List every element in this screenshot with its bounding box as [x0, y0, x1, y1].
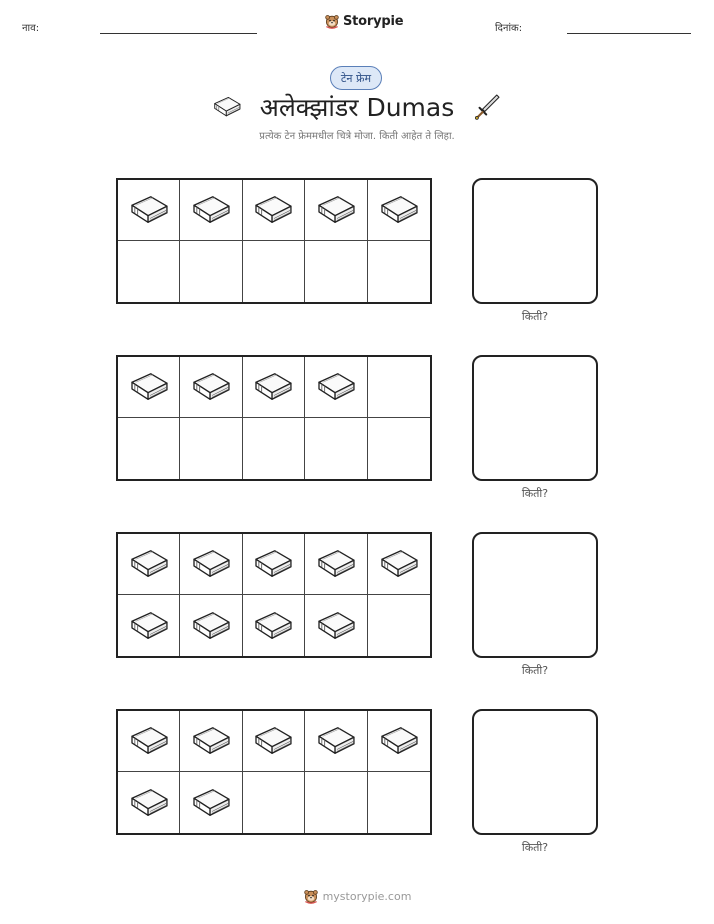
ten-frame-cell — [243, 241, 305, 302]
ten-frame-cell — [368, 595, 430, 656]
ten-frame-cell — [180, 772, 242, 833]
book-icon — [190, 724, 232, 758]
ten-frame-cell — [305, 711, 367, 772]
ten-frame-cell — [243, 772, 305, 833]
answer-label: किती? — [521, 310, 549, 323]
ten-frame-cell — [180, 534, 242, 595]
date-line[interactable] — [567, 33, 691, 34]
ten-frame-cell — [180, 418, 242, 479]
book-icon — [252, 193, 294, 227]
book-icon — [252, 547, 294, 581]
ten-frame-cell — [180, 180, 242, 241]
ten-frame-cell — [243, 595, 305, 656]
ten-frame-cell — [368, 357, 430, 418]
answer-label: किती? — [521, 664, 549, 677]
answer-label: किती? — [521, 487, 549, 500]
ten-frame-cell — [243, 418, 305, 479]
ten-frame-cell — [243, 711, 305, 772]
answer-box[interactable] — [472, 355, 598, 481]
ten-frame-cell — [368, 418, 430, 479]
ten-frame — [116, 178, 432, 304]
footer-site: mystorypie.com — [322, 889, 412, 903]
book-icon — [128, 786, 170, 820]
book-icon — [128, 370, 170, 404]
ten-frame-cell — [180, 241, 242, 302]
ten-frame-cell — [180, 595, 242, 656]
answer-box[interactable] — [472, 178, 598, 304]
page-title: अलेक्झांडर Dumas — [259, 93, 455, 122]
book-icon — [252, 609, 294, 643]
storypie-mascot-icon — [324, 13, 340, 29]
book-icon — [190, 609, 232, 643]
answer-label: किती? — [521, 841, 549, 854]
ten-frame-cell — [368, 534, 430, 595]
ten-frame-cell — [305, 595, 367, 656]
date-label: दिनांक: — [495, 23, 523, 34]
ten-frame-cell — [180, 357, 242, 418]
ten-frame-cell — [243, 357, 305, 418]
ten-frame-cell — [305, 772, 367, 833]
book-icon — [252, 724, 294, 758]
book-icon — [315, 609, 357, 643]
ten-frame-cell — [305, 241, 367, 302]
book-icon — [128, 609, 170, 643]
book-icon — [315, 547, 357, 581]
book-icon — [252, 370, 294, 404]
name-line[interactable] — [100, 33, 257, 34]
book-icon — [128, 547, 170, 581]
book-icon — [378, 724, 420, 758]
book-icon — [315, 370, 357, 404]
brand-logo — [324, 13, 403, 29]
book-icon — [128, 724, 170, 758]
ten-frame — [116, 355, 432, 481]
ten-frame-cell — [118, 595, 180, 656]
ten-frame-cell — [243, 180, 305, 241]
ten-frame-cell — [180, 711, 242, 772]
book-icon — [212, 94, 242, 120]
book-icon — [378, 547, 420, 581]
book-icon — [128, 193, 170, 227]
ten-frame-cell — [305, 418, 367, 479]
answer-box[interactable] — [472, 532, 598, 658]
book-icon — [190, 193, 232, 227]
name-label: नाव: — [22, 23, 40, 34]
ten-frame-cell — [118, 534, 180, 595]
ten-frame-cell — [118, 241, 180, 302]
ten-frame-cell — [118, 357, 180, 418]
book-icon — [378, 193, 420, 227]
ten-frame — [116, 532, 432, 658]
ten-frame-cell — [305, 534, 367, 595]
ten-frame-cell — [368, 772, 430, 833]
book-icon — [190, 370, 232, 404]
ten-frame-cell — [368, 180, 430, 241]
title-row — [0, 90, 714, 124]
ten-frame-cell — [368, 241, 430, 302]
ten-frame-cell — [305, 357, 367, 418]
brand-name: Storypie — [343, 13, 404, 29]
ten-frame — [116, 709, 432, 835]
ten-frame-cell — [368, 711, 430, 772]
book-icon — [315, 724, 357, 758]
book-icon — [190, 786, 232, 820]
footer — [0, 886, 714, 906]
answer-box[interactable] — [472, 709, 598, 835]
ten-frame-cell — [118, 180, 180, 241]
book-icon — [315, 193, 357, 227]
instructions: प्रत्येक टेन फ्रेममधील चित्रे मोजा. किती आहेत ते लिहा. — [259, 131, 455, 142]
book-icon — [190, 547, 232, 581]
worksheet-type-badge: टेन फ्रेम — [330, 66, 382, 90]
sword-icon — [472, 92, 502, 122]
ten-frame-cell — [305, 180, 367, 241]
ten-frame-cell — [243, 534, 305, 595]
storypie-mascot-icon — [303, 888, 319, 904]
ten-frame-cell — [118, 418, 180, 479]
ten-frame-cell — [118, 711, 180, 772]
ten-frame-cell — [118, 772, 180, 833]
